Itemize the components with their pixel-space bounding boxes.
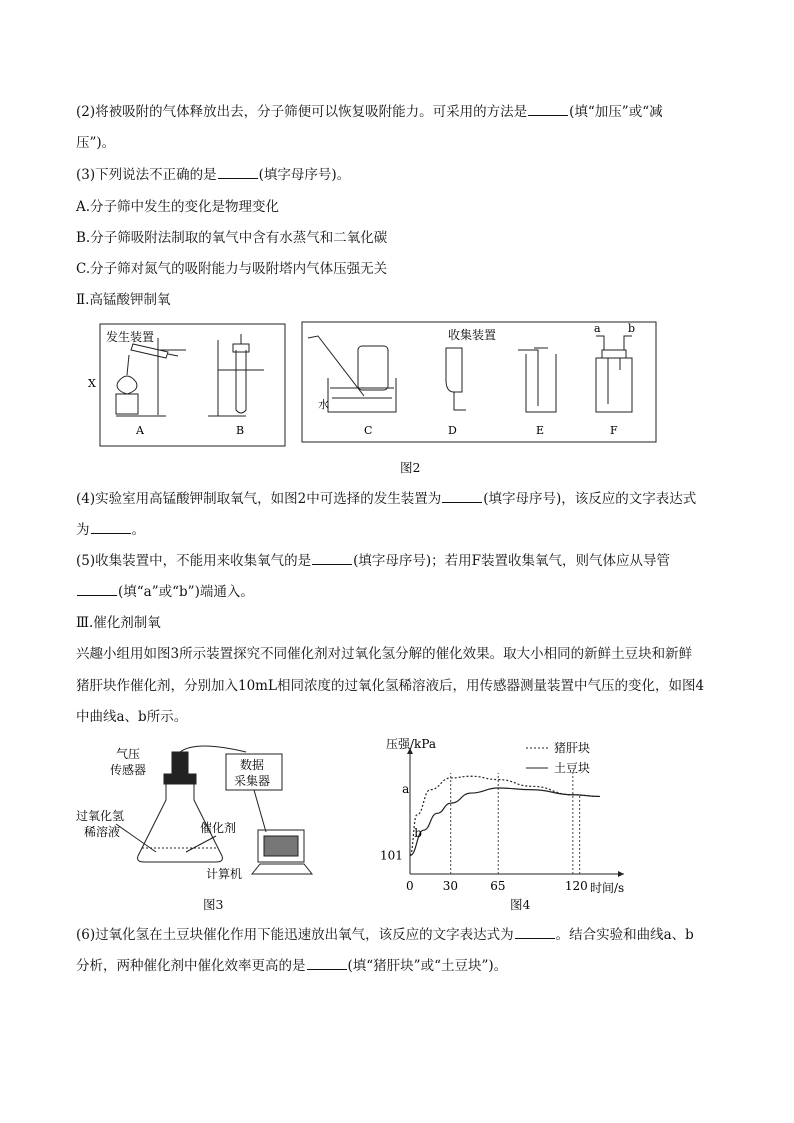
q4-text-b: (填字母序号)，该反应的文字表达式 [483, 491, 697, 507]
section-2-title: Ⅱ.高锰酸钾制氧 [76, 292, 171, 308]
label-water: 水 [318, 398, 329, 411]
apparatus-d [446, 348, 466, 410]
x-tick-label: 0 [406, 879, 414, 893]
q3-text-b: (填字母序号)。 [258, 167, 351, 183]
q5-answer-blank-2[interactable] [77, 583, 117, 596]
q6-text-d: (填“猪肝块”或“土豆块”)。 [347, 958, 508, 974]
q5-text-b: (填字母序号)；若用F装置收集氧气，则气体应从导管 [353, 553, 671, 569]
q6-answer-blank-1[interactable] [515, 926, 555, 939]
q6-line-2 [76, 957, 507, 975]
series-label-b: b [414, 825, 422, 840]
figure-3-caption: 图3 [203, 897, 224, 912]
q3-text-a: (3)下列说法不正确的是 [76, 167, 217, 183]
label-f: F [610, 424, 618, 437]
x-tick-label: 120 [564, 879, 588, 893]
generation-title: 发生装置 [106, 330, 155, 344]
apparatus-a [116, 338, 186, 416]
collection-title: 收集装置 [448, 328, 497, 342]
q4-answer-blank-2[interactable] [91, 521, 131, 534]
apparatus-e [518, 348, 556, 412]
q6-text-b: 。结合实验和曲线a、b [555, 927, 694, 943]
label-e: E [536, 424, 545, 437]
q2-text-b: (填“加压”或“减 [569, 104, 663, 120]
collector-label-1: 数据 [240, 758, 265, 772]
figure-4-caption: 图4 [510, 897, 531, 912]
sensor-label-1: 气压 [116, 747, 141, 761]
q6-text-a: (6)过氧化氢在土豆块催化作用下能迅速放出氧气，该反应的文字表达式为 [76, 927, 514, 943]
q5-line-1 [76, 552, 670, 570]
label-b: B [236, 424, 245, 437]
intro-line-3: 中曲线a、b所示。 [76, 709, 188, 725]
x-axis-arrow [618, 871, 624, 877]
apparatus-b [208, 334, 264, 416]
q4-text-a: (4)实验室用高锰酸钾制取氧气，如图2中可选择的发生装置为 [76, 491, 442, 507]
q5-text-a: (5)收集装置中，不能用来收集氧气的是 [76, 553, 312, 569]
q2-answer-blank[interactable] [528, 103, 568, 116]
q6-answer-blank-2[interactable] [307, 957, 347, 970]
q4-text-c: 为 [76, 522, 90, 538]
q3-answer-blank[interactable] [218, 166, 258, 179]
pressure-sensor [172, 752, 188, 774]
q4-answer-blank-1[interactable] [442, 490, 482, 503]
q5-answer-blank-1[interactable] [312, 552, 352, 565]
stopper [164, 774, 196, 784]
label-c: C [364, 424, 373, 437]
q3-option-c: C.分子筛对氮气的吸附能力与吸附塔内气体压强无关 [76, 261, 388, 277]
q4-text-d: 。 [131, 522, 145, 538]
legend-label-b: 土豆块 [554, 761, 591, 775]
series-label-a: a [402, 782, 410, 797]
figure-2-caption: 图2 [400, 460, 421, 475]
q3-option-b: B.分子筛吸附法制取的氧气中含有水蒸气和二氧化碳 [76, 230, 388, 246]
legend-label-a: 猪肝块 [554, 741, 591, 755]
label-f-b: b [628, 322, 636, 335]
figure-2 [88, 320, 661, 450]
q2-line-1 [76, 103, 663, 121]
q4-line-2 [76, 521, 145, 539]
q4-line-1 [76, 490, 696, 508]
q6-text-c: 分析，两种催化剂中催化效率更高的是 [76, 958, 306, 974]
q3-stem [76, 166, 350, 184]
figure-3 [76, 740, 326, 890]
catalyst-label: 催化剂 [200, 821, 237, 835]
q6-line-1 [76, 926, 694, 944]
y-tick-label: 101 [380, 848, 403, 863]
q5-text-c: (填“a”或“b”)端通入。 [118, 584, 254, 600]
intro-line-2: 猪肝块作催化剂，分别加入10mL相同浓度的过氧化氢稀溶液后，用传感器测量装置中气压的变化，如图4 [76, 678, 705, 694]
collector-label-2: 采集器 [234, 774, 271, 788]
label-d: D [448, 424, 457, 437]
intro-line-1: 兴趣小组用如图3所示装置探究不同催化剂对过氧化氢分解的催化效果。取大小相同的新鲜土豆块和新鲜 [76, 646, 693, 662]
label-a: A [136, 424, 144, 437]
q2-text-a: (2)将被吸附的气体释放出去，分子筛便可以恢复吸附能力。可采用的方法是 [76, 104, 528, 120]
computer-label: 计算机 [206, 867, 243, 881]
series-line-b [410, 788, 600, 855]
label-f-a: a [594, 322, 601, 335]
solution-label-2: 稀溶液 [84, 825, 121, 839]
sensor-label-2: 传感器 [110, 763, 147, 777]
q3-option-a: A.分子筛中发生的变化是物理变化 [76, 199, 280, 215]
apparatus-f [596, 336, 632, 412]
figure-4-chart [376, 734, 646, 894]
x-tick-label: 65 [490, 879, 506, 893]
q5-line-2 [76, 583, 254, 601]
x-axis-label: 时间/s [590, 881, 625, 895]
x-tick-label: 30 [442, 879, 458, 893]
q2-line-2: 压”)。 [76, 135, 116, 151]
section-3-title: Ⅲ.催化剂制氧 [76, 615, 161, 631]
y-axis-label: 压强/kPa [386, 737, 437, 751]
solution-label-1: 过氧化氢 [76, 809, 125, 823]
label-x: X [88, 377, 96, 390]
